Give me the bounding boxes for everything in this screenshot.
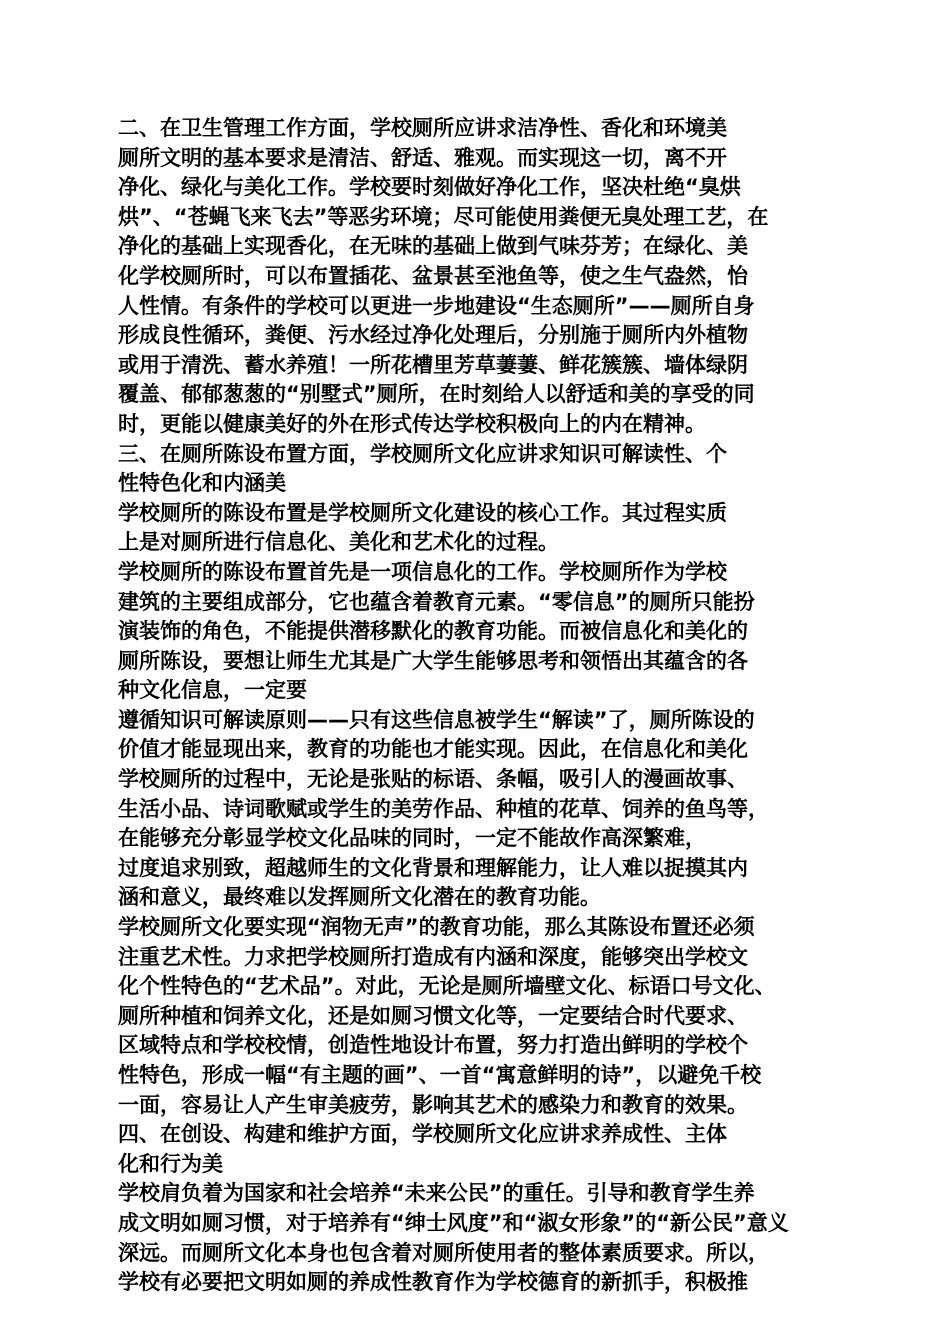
text-line: 学校厕所文化要实现“润物无声”的教育功能，那么其陈设布置还必须 xyxy=(118,915,755,940)
text-line: 学校厕所的陈设布置是学校厕所文化建设的核心工作。其过程实质 xyxy=(118,500,727,525)
text-line: 种文化信息，一定要 xyxy=(118,678,307,703)
text-line: 学校有必要把文明如厕的养成性教育作为学校德育的新抓手，积极推 xyxy=(118,1270,748,1295)
text-line: 过度追求别致，超越师生的文化背景和理解能力，让人难以捉摸其内 xyxy=(118,855,748,880)
text-line: 净化的基础上实现香化，在无味的基础上做到气味芬芳；在绿化、美 xyxy=(118,234,748,259)
text-line: 化学校厕所时，可以布置插花、盆景甚至池鱼等，使之生气盎然，怡 xyxy=(118,263,748,288)
text-line: 遵循知识可解读原则——只有这些信息被学生“解读”了，厕所陈设的 xyxy=(118,707,755,732)
text-line: 厕所文明的基本要求是清洁、舒适、雅观。而实现这一切，离不开 xyxy=(118,145,727,170)
section-heading-line: 三、在厕所陈设布置方面，学校厕所文化应讲求知识可解读性、个 xyxy=(118,441,727,466)
text-line: 建筑的主要组成部分，它也蕴含着教育元素。“零信息”的厕所只能扮 xyxy=(118,589,755,614)
text-line: 学校厕所的陈设布置首先是一项信息化的工作。学校厕所作为学校 xyxy=(118,559,727,584)
text-line: 注重艺术性。力求把学校厕所打造成有内涵和深度，能够突出学校文 xyxy=(118,944,748,969)
text-line: 演装饰的角色，不能提供潜移默化的教育功能。而被信息化和美化的 xyxy=(118,619,748,644)
text-line: 生活小品、诗词歌赋或学生的美劳作品、种植的花草、饲养的鱼鸟等， xyxy=(118,796,769,821)
text-line: 形成良性循环，粪便、污水经过净化处理后，分别施于厕所内外植物 xyxy=(118,323,748,348)
text-line: 化个性特色的“艺术品”。对此，无论是厕所墙壁文化、标语口号文化、 xyxy=(118,974,776,999)
text-line: 覆盖、郁郁葱葱的“别墅式”厕所，在时刻给人以舒适和美的享受的同 xyxy=(118,382,755,407)
text-line: 时，更能以健康美好的外在形式传达学校积极向上的内在精神。 xyxy=(118,411,706,436)
text-line: 一面，容易让人产生审美疲劳，影响其艺术的感染力和教育的效果。 xyxy=(118,1092,748,1117)
text-line: 涵和意义，最终难以发挥厕所文化潜在的教育功能。 xyxy=(118,885,601,910)
text-line: 二、在卫生管理工作方面，学校厕所应讲求洁净性、香化和环境美 xyxy=(118,116,727,140)
text-line: 厕所种植和饲养文化，还是如厕习惯文化等，一定要结合时代要求、 xyxy=(118,1003,748,1028)
text-line: 价值才能显现出来，教育的功能也才能实现。因此，在信息化和美化 xyxy=(118,737,748,762)
text-line: 厕所陈设，要想让师生尤其是广大学生能够思考和领悟出其蕴含的各 xyxy=(118,648,748,673)
text-line: 在能够充分彰显学校文化品味的同时，一定不能故作高深繁难， xyxy=(118,826,706,851)
section-heading-line: 化和行为美 xyxy=(118,1151,223,1176)
text-line: 深远。而厕所文化本身也包含着对厕所使用者的整体素质要求。所以， xyxy=(118,1240,769,1265)
text-line: 或用于清洗、蓄水养殖！一所花槽里芳草萋萋、鲜花簇簇、墙体绿阴 xyxy=(118,352,748,377)
text-line: 学校肩负着为国家和社会培养“未来公民”的重任。引导和教育学生养 xyxy=(118,1181,755,1206)
text-line: 成文明如厕习惯，对于培养有“绅士风度”和“淑女形象”的“新公民”意义 xyxy=(118,1210,789,1235)
text-line: 学校厕所的过程中，无论是张贴的标语、条幅，吸引人的漫画故事、 xyxy=(118,767,748,792)
section-heading-line: 四、在创设、构建和维护方面，学校厕所文化应讲求养成性、主体 xyxy=(118,1122,727,1147)
body-text xyxy=(118,114,848,1298)
text-line: 净化、绿化与美化工作。学校要时刻做好净化工作，坚决杜绝“臭烘 xyxy=(118,175,741,200)
text-line: 上是对厕所进行信息化、美化和艺术化的过程。 xyxy=(118,530,559,555)
text-line: 烘”、“苍蝇飞来飞去”等恶劣环境；尽可能使用粪便无臭处理工艺，在 xyxy=(118,204,769,229)
text-line: 区域特点和学校校情，创造性地设计布置，努力打造出鲜明的学校个 xyxy=(118,1033,748,1058)
text-line: 人性情。有条件的学校可以更进一步地建设“生态厕所”——厕所自身 xyxy=(118,293,755,318)
section-heading-line: 性特色化和内涵美 xyxy=(118,471,286,496)
text-line: 性特色，形成一幅“有主题的画”、一首“寓意鲜明的诗”，以避免千校 xyxy=(118,1063,762,1087)
